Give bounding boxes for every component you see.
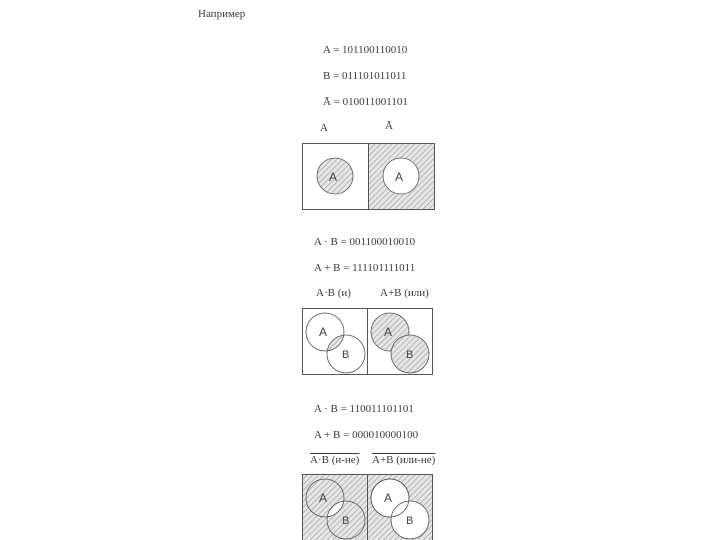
label-nand: A·B (и-не) xyxy=(310,454,360,466)
equation-not-a: Ā = 010011001101 xyxy=(323,96,408,108)
circle-a-text: A xyxy=(329,170,338,184)
venn-not-diagram xyxy=(302,143,436,211)
label-or: A+B (или) xyxy=(380,287,429,299)
label-not-a: Ā xyxy=(385,120,393,132)
equation-nor: A + B = 000010000100 xyxy=(314,429,419,441)
venn-nand-nor-diagram xyxy=(302,474,434,540)
heading: Например xyxy=(198,8,246,20)
label-nor: A+B (или-не) xyxy=(372,454,436,466)
label-and: A·B (и) xyxy=(316,287,351,299)
svg-text:B: B xyxy=(342,349,350,361)
equation-a: A = 101100110010 xyxy=(323,44,408,56)
equation-nand: A · B = 110011101101 xyxy=(314,403,414,415)
svg-text:A: A xyxy=(319,325,328,339)
label-a: A xyxy=(320,122,328,134)
svg-text:B: B xyxy=(406,349,414,361)
equation-b: B = 011101011011 xyxy=(323,70,407,82)
equation-and: A · B = 001100010010 xyxy=(314,236,416,248)
svg-text:A: A xyxy=(384,491,393,505)
circle-not-a-text: A xyxy=(395,170,404,184)
svg-text:A: A xyxy=(319,491,328,505)
svg-text:B: B xyxy=(406,515,414,527)
svg-text:A: A xyxy=(384,325,393,339)
venn-and-or-diagram xyxy=(302,308,434,376)
svg-text:B: B xyxy=(342,515,350,527)
equation-or: A + B = 111101111011 xyxy=(314,262,416,274)
